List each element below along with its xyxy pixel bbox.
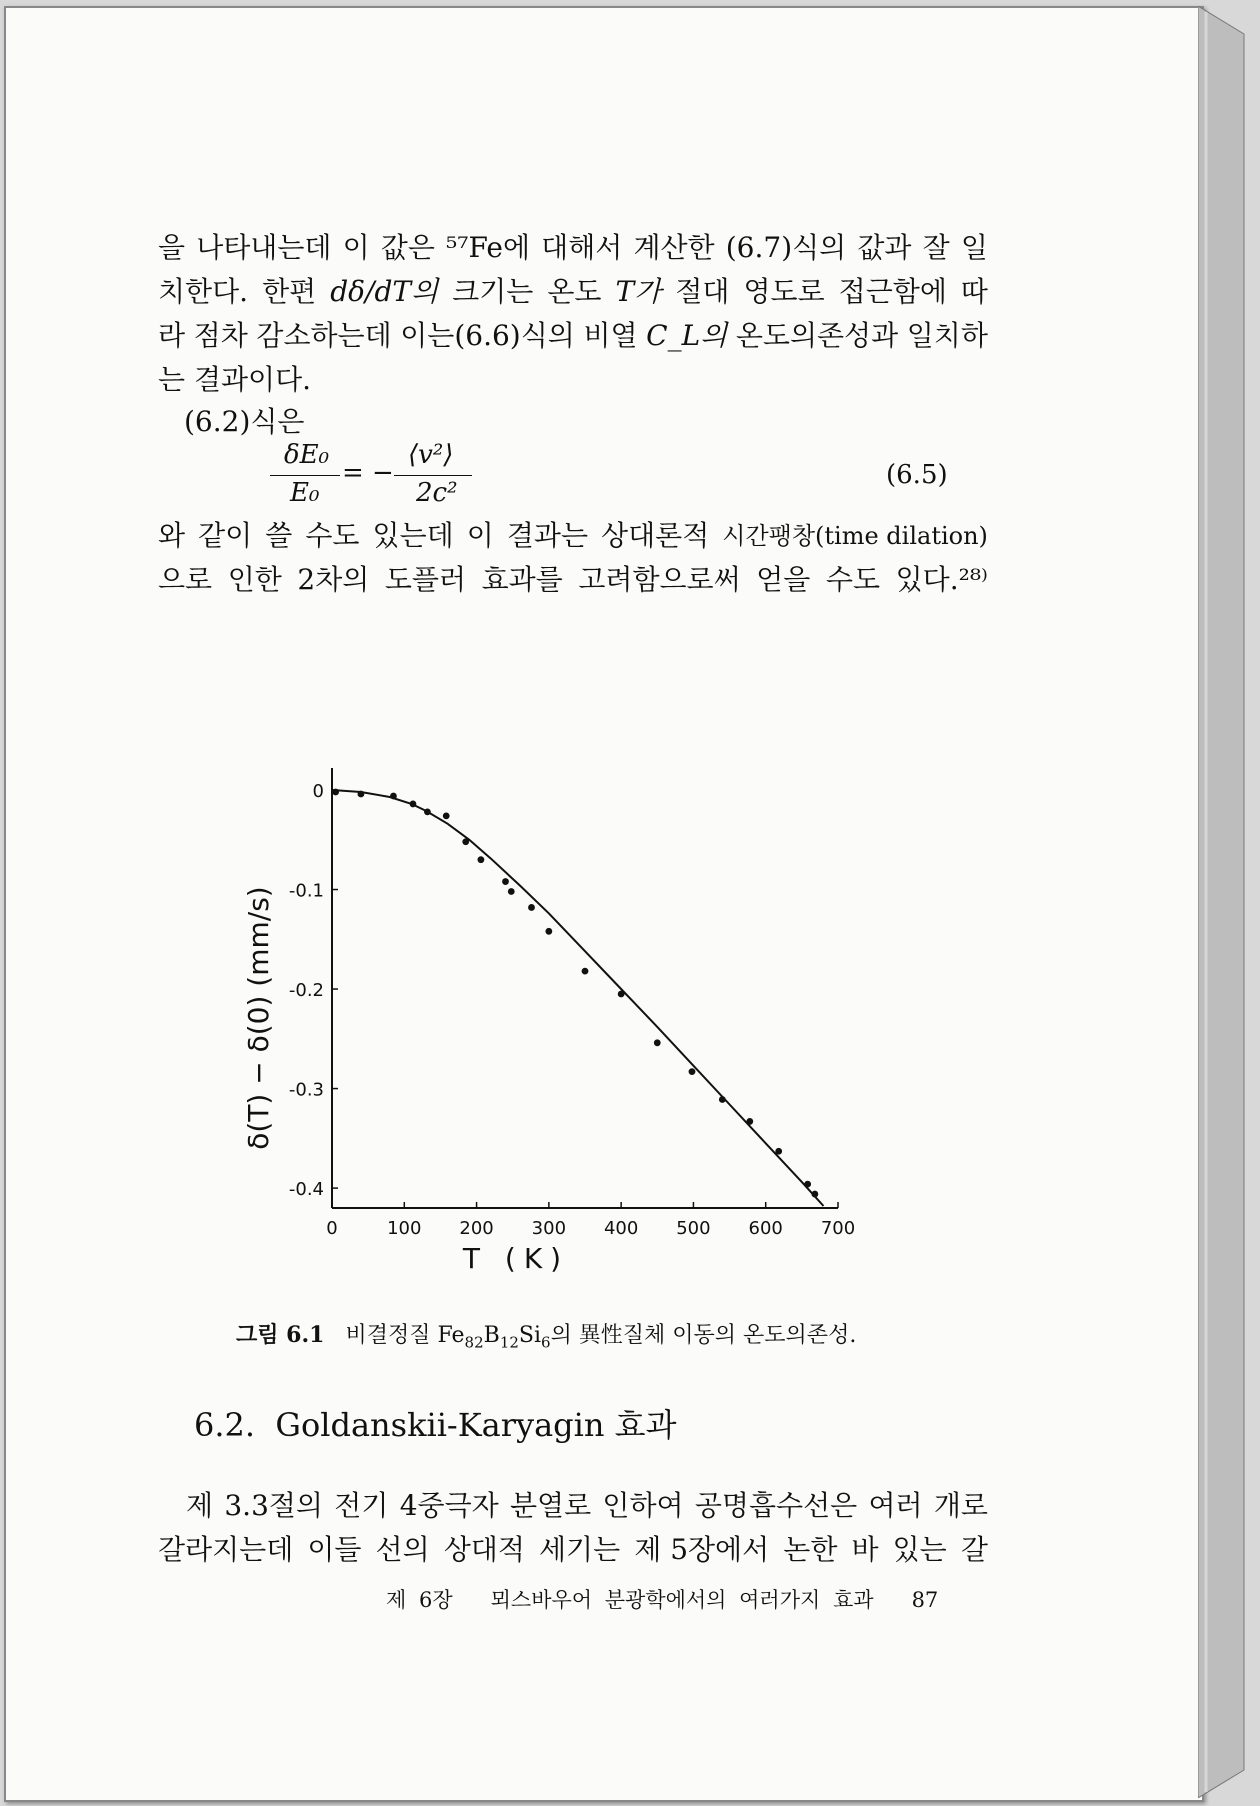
data-point (689, 1068, 696, 1075)
data-point (618, 991, 625, 998)
data-point (545, 928, 552, 935)
x-tick-label: 0 (326, 1218, 338, 1239)
footer-title: 뫼스바우어 분광학에서의 여러가지 효과 (490, 1588, 874, 1612)
data-point (443, 812, 450, 819)
equation-rhs-denominator: 2c² (416, 478, 458, 508)
word: 있다.²⁸⁾ (895, 563, 988, 596)
x-tick-label: 600 (748, 1218, 783, 1239)
data-point (424, 808, 431, 815)
word: 시간팽창(time dilation) (722, 522, 988, 550)
word: 바 (851, 1533, 879, 1566)
equation-lhs-denominator: E₀ (290, 478, 320, 508)
word: 수도 (305, 519, 360, 552)
word: 같이 (198, 519, 253, 552)
word: 점차 (193, 319, 248, 352)
y-axis-label: δ(T) − δ(0) (mm/s) (242, 886, 275, 1150)
word: C_L의 (646, 319, 728, 352)
data-point (804, 1181, 811, 1188)
data-point (508, 888, 515, 895)
footer-chapter: 제 6장 (386, 1588, 453, 1612)
word: 고려함으로써 (578, 563, 741, 596)
x-tick-label: 100 (387, 1218, 422, 1239)
fit-curve-line (332, 790, 824, 1206)
word: 이는(6.6)식의 (400, 319, 575, 352)
word: 을 (158, 231, 186, 264)
section-title: Goldanskii-Karyagin 효과 (275, 1406, 677, 1444)
section-number: 6.2. (194, 1406, 256, 1444)
formula-subscript: 12 (499, 1333, 519, 1352)
word: 나타내는데 (196, 231, 332, 264)
page-number: 87 (911, 1588, 939, 1612)
paragraph2-line2 (158, 558, 988, 602)
book-page (4, 6, 1204, 1802)
word: 대해서 (541, 231, 623, 264)
word: 개로 (933, 1489, 988, 1522)
word: 값과 (857, 231, 912, 264)
word: 일치하 (906, 319, 988, 352)
paragraph2-line1 (158, 514, 988, 558)
word: 따 (960, 275, 988, 308)
word: 3.3절의 (224, 1489, 323, 1522)
word: 잘 (922, 231, 950, 264)
figure-caption (236, 1318, 856, 1351)
x-tick-label: 500 (676, 1218, 711, 1239)
paragraph1-line3 (158, 314, 988, 358)
x-axis-label: T (K) (462, 1242, 570, 1275)
word: 공명흡수선은 (694, 1489, 858, 1522)
y-tick-label: -0.2 (288, 980, 324, 1002)
word: 효과를 (481, 563, 563, 596)
caption-text-post: 의 異性질체 이동의 온도의존성. (550, 1323, 857, 1348)
fraction-bar (394, 475, 472, 476)
caption-label: 그림 6.1 (236, 1322, 325, 1348)
word: 갈라지는데 (158, 1533, 294, 1566)
word: (6.7)식의 (725, 231, 847, 264)
paragraph3-line1 (186, 1484, 988, 1528)
data-point (775, 1148, 782, 1155)
chart-points (332, 789, 818, 1198)
word: 분열로 (509, 1489, 592, 1522)
word: 있는 (892, 1533, 947, 1566)
word: 갈 (960, 1533, 988, 1566)
formula-element: Fe (437, 1323, 465, 1348)
data-point (502, 878, 509, 885)
chart-fit-curve (332, 790, 824, 1206)
word: 도플러 (384, 563, 467, 596)
equation-number: (6.5) (886, 460, 948, 490)
word: ⁵⁷Fe에 (446, 231, 531, 264)
word: 계산한 (633, 231, 715, 264)
word: T가 (615, 275, 662, 308)
equation-sign: = − (342, 458, 394, 488)
data-point (462, 838, 469, 845)
paragraph3-line2 (158, 1528, 988, 1572)
lead-in-text: (6.2)식은 (184, 405, 305, 438)
chart-ticks (289, 781, 855, 1239)
word: 영도로 (743, 275, 825, 308)
word: 제 (186, 1489, 214, 1522)
word: 결과는 (506, 519, 588, 552)
word: dδ/dT의 (330, 275, 439, 308)
y-tick-label: -0.3 (288, 1079, 324, 1101)
word: 치한다. (158, 275, 249, 308)
data-point (811, 1191, 818, 1198)
word: 여러 (868, 1489, 923, 1522)
page-footer (386, 1584, 938, 1614)
word: 전기 (334, 1489, 389, 1522)
y-tick-label: -0.4 (288, 1179, 324, 1201)
word: 으로 (158, 563, 213, 596)
data-point (478, 856, 485, 863)
word: 이 (466, 519, 494, 552)
paragraph1-line2 (158, 270, 988, 314)
x-tick-label: 300 (531, 1218, 567, 1239)
fraction-bar (270, 475, 340, 476)
data-point (528, 904, 535, 911)
word: 세기는 (539, 1533, 621, 1566)
word: 감소하는데 (256, 319, 392, 352)
chart-axes (332, 768, 838, 1208)
data-point (390, 793, 397, 800)
word: 상대론적 (601, 519, 710, 552)
formula-subscript: 82 (464, 1333, 484, 1352)
word: 한편 (262, 275, 317, 308)
equation-rhs-numerator: ⟨v²⟩ (408, 440, 454, 470)
word: 쓸 (265, 519, 293, 552)
x-tick-label: 400 (603, 1218, 639, 1239)
word: 인하여 (602, 1489, 684, 1522)
word: 2차의 (297, 563, 370, 596)
word: 4중극자 (399, 1489, 499, 1522)
equation-lhs-numerator: δE₀ (284, 440, 330, 470)
word: 온도 (547, 275, 602, 308)
word: 이 (342, 231, 370, 264)
figure-chart (206, 738, 906, 1288)
paragraph1-line1 (158, 226, 988, 270)
data-point (332, 789, 339, 796)
x-tick-label: 700 (820, 1218, 856, 1239)
word: 논한 (783, 1533, 838, 1566)
word: 있는데 (372, 519, 454, 552)
data-point (654, 1039, 661, 1046)
data-point (746, 1118, 753, 1125)
word: 선의 (375, 1533, 430, 1566)
word: 제 5장에서 (634, 1533, 770, 1566)
paragraph1-line4: 는 결과이다. (158, 363, 312, 396)
word: 인한 (227, 563, 282, 596)
word: 와 (158, 519, 186, 552)
data-point (410, 801, 417, 808)
caption-text-pre: 비결정질 (345, 1323, 431, 1348)
word: 값은 (380, 231, 435, 264)
word: 비열 (583, 319, 638, 352)
section-heading (194, 1400, 677, 1446)
word: 이들 (307, 1533, 362, 1566)
data-point (358, 791, 365, 798)
formula-element: Si (518, 1323, 542, 1348)
x-tick-label: 200 (459, 1218, 494, 1239)
word: 크기는 (452, 275, 534, 308)
data-point (719, 1096, 726, 1103)
word: 수도 (825, 563, 881, 596)
word: 라 (158, 319, 186, 352)
y-tick-label: -0.1 (288, 880, 324, 902)
word: 상대적 (443, 1533, 525, 1566)
formula-subscript: 6 (541, 1333, 551, 1352)
caption-formula (437, 1323, 551, 1352)
y-tick-label: 0 (312, 781, 324, 802)
data-point (582, 968, 589, 975)
word: 일 (960, 231, 988, 264)
word: 절대 (675, 275, 730, 308)
word: 온도의존성과 (735, 319, 899, 352)
formula-element: B (483, 1323, 500, 1348)
word: 접근함에 (838, 275, 947, 308)
word: 얻을 (756, 563, 811, 596)
book-spine (1198, 6, 1252, 1798)
